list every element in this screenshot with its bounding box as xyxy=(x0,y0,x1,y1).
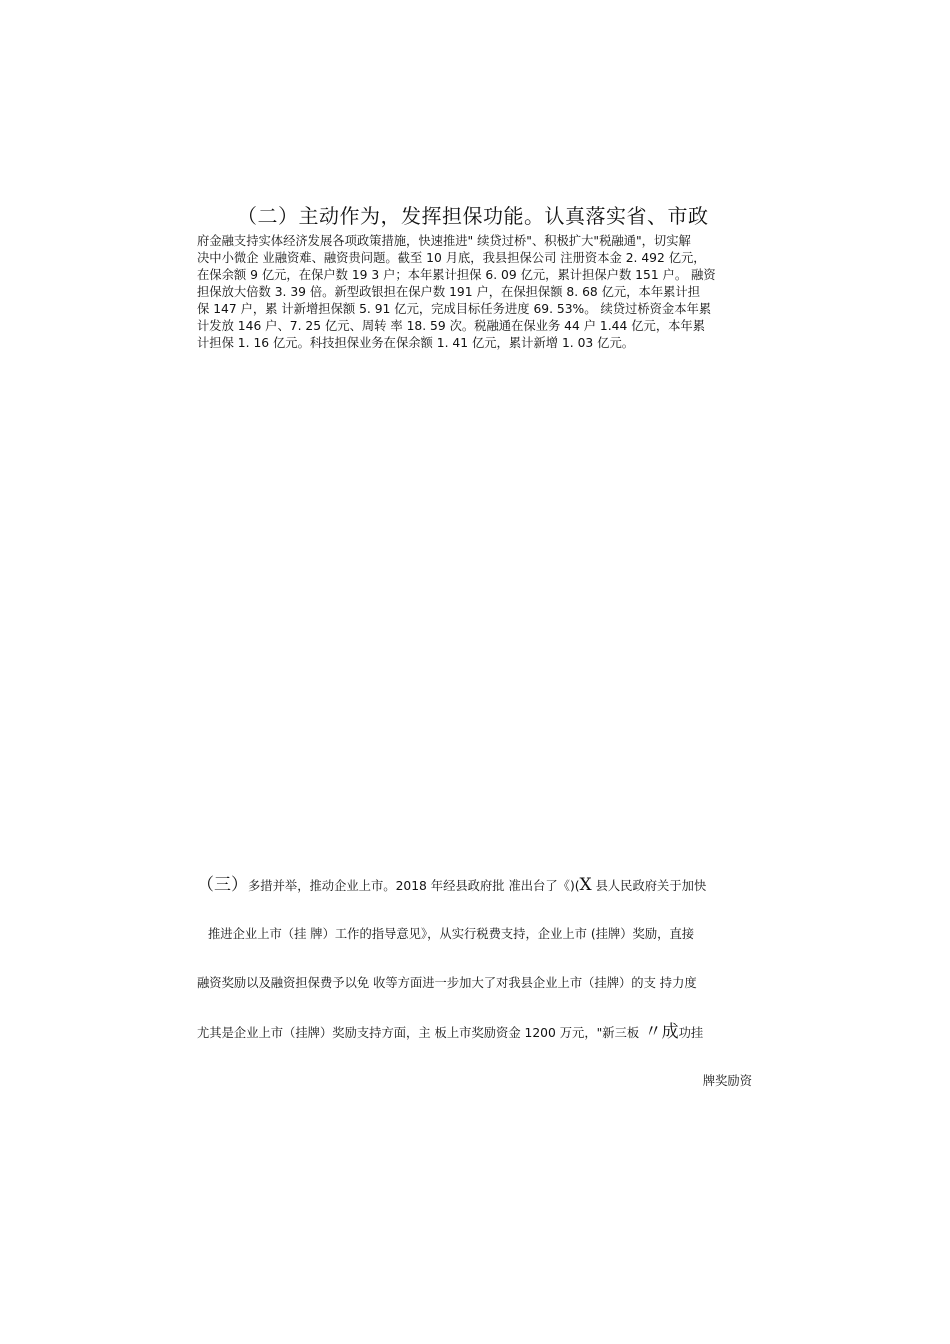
section-3-line-4-glyph: 〃成 xyxy=(639,1022,679,1042)
section-3-line-4 xyxy=(197,1022,752,1071)
section-3-line-4-text-b: 功挂 xyxy=(678,1026,704,1040)
section-2-line-3: 在保余额 9 亿元，在保户数 19 3 户；本年累计担保 6. 09 亿元，累计担保户数 151 户。 融资 xyxy=(197,268,716,282)
section-2-line-6: 计发放 146 户、7. 25 亿元、周转 率 18. 59 次。税融通在保业务 44 户 1.44 亿元，本年累 xyxy=(197,319,706,333)
section-3-line-5: 牌奖励资 xyxy=(702,1074,752,1088)
section-3-line-1-glyph: X xyxy=(579,875,592,895)
section-2-line-1: 府金融支持实体经济发展各项政策措施，快速推进" 续贷过桥"、积极扩大"税融通"，切实解 xyxy=(197,234,691,248)
section-2-heading: （二）主动作为，发挥担保功能。认真落实省、市政 xyxy=(237,204,709,228)
section-3-line-1-text-b: 县人民政府关于加快 xyxy=(591,879,707,893)
section-2-paragraph xyxy=(197,203,752,352)
section-2-line-4: 担保放大倍数 3. 39 倍。新型政银担在保户数 191 户，在保担保额 8. 68 亿元，本年累计担 xyxy=(197,285,701,299)
section-3-line-3: 融资奖励以及融资担保费予以免 收等方面进一步加大了对我县企业上市（挂牌）的支 持力度 xyxy=(197,976,697,990)
section-3-paragraph xyxy=(197,875,752,1120)
section-3-line-1-text-a: 多措并举，推动企业上市。2018 年经县政府批 准出台了《)( xyxy=(248,879,580,893)
section-2-line-2: 决中小微企 业融资难、融资贵问题。截至 10 月底，我县担保公司 注册资本金 2. 492 亿元， xyxy=(197,251,706,265)
section-2-line-7: 计担保 1. 16 亿元。科技担保业务在保余额 1. 41 亿元，累计新增 1. 03 亿元。 xyxy=(197,336,635,350)
section-3-line-4-text-a: 尤其是企业上市（挂牌）奖励支持方面，主 板上市奖励资金 1200 万元，"新三板 xyxy=(197,1026,640,1040)
section-3-line-1 xyxy=(197,875,752,924)
section-2-line-5: 保 147 户，累 计新增担保额 5. 91 亿元，完成目标任务进度 69. 53%。 续贷过桥资金本年累 xyxy=(197,302,712,316)
section-3-number: （三） xyxy=(197,875,248,895)
section-3-line-2: 推进企业上市（挂 牌）工作的指导意见》，从实行税费支持，企业上市 (挂牌）奖励，直接 xyxy=(208,927,695,941)
